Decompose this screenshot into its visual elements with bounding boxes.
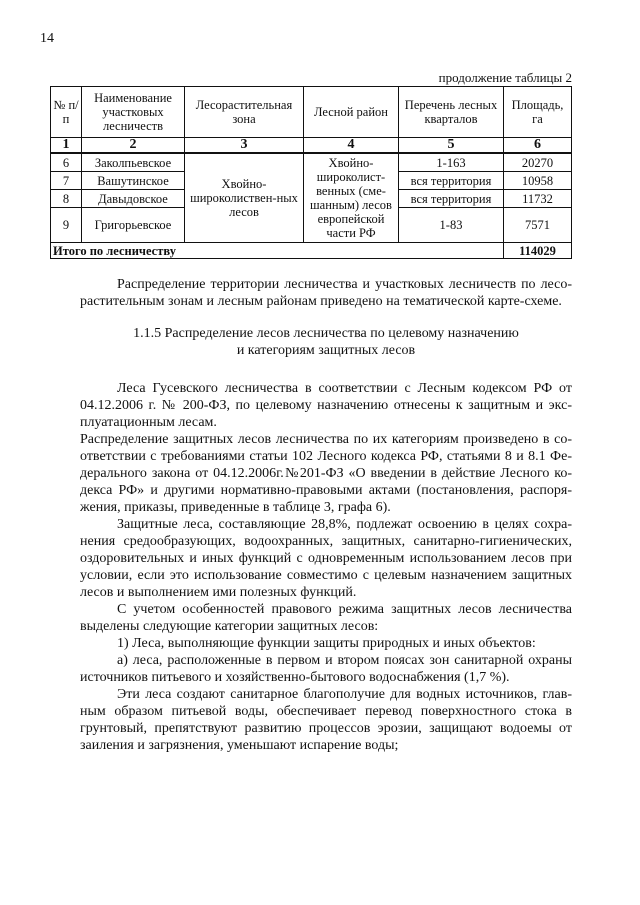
total-label: Итого по лесничеству (51, 243, 504, 259)
text-line: декса РФ» и другими нормативно-правовыми актами (постановления, распоря- (80, 483, 572, 498)
zone-cell: Хвойно-широколиствен-ных лесов (185, 153, 304, 243)
text-line: условии, если это использование совместимо с целевым назначением защитных (80, 568, 572, 583)
col-header-area: Площадь, га (504, 87, 572, 138)
text-line: Эти леса создают санитарное благополучие для водных источников, глав- (117, 687, 572, 702)
row-name: Григорьевское (82, 208, 185, 243)
col-header-num: № п/п (51, 87, 82, 138)
text-line: дерального закона от 04.12.2006г.№201-ФЗ «О введении в действие Лесного ко- (80, 466, 572, 481)
heading-line: и категориям защитных лесов (236, 343, 416, 358)
table-header-row (51, 87, 572, 138)
col-number: 1 (51, 138, 82, 154)
row-quarters: 1-163 (399, 153, 504, 172)
text-line: С учетом особенностей правового режима защитных лесов лесничества (117, 602, 572, 617)
text-line: ответствии с требованиями статьи 102 Лесного кодекса РФ, статьями 8 и 8.1 Фе- (80, 449, 572, 464)
row-area: 7571 (504, 208, 572, 243)
row-name: Заколпьевское (82, 153, 185, 172)
forest-districts-table (50, 86, 572, 259)
column-number-row (51, 138, 572, 154)
section-heading (80, 325, 572, 359)
table-continuation-label: продолжение таблицы 2 (438, 70, 572, 85)
row-area: 20270 (504, 153, 572, 172)
text-line: а) леса, расположенные в первом и втором поясах зон санитарной охраны (117, 653, 572, 668)
text-line: 1) Леса, выполняющие функции защиты природных и иных объектов: (117, 636, 536, 651)
row-area: 10958 (504, 172, 572, 190)
row-quarters: 1-83 (399, 208, 504, 243)
col-header-district: Лесной район (304, 87, 399, 138)
row-quarters: вся территория (399, 190, 504, 208)
text-line: Защитные леса, составляющие 28,8%, подлежат освоению в целях сохра- (117, 517, 572, 532)
text-line: грунтовый, препятствуют развитию процессов эрозии, защищают водоемы от (80, 721, 572, 736)
district-cell: Хвойно-широколист-венных (сме-шанным) лесов европейской части РФ (304, 153, 399, 243)
text-line: ным образом питьевой воды, обеспечивает перевод поверхностного стока в (80, 704, 572, 719)
text-line: Леса Гусевского лесничества в соответствии с Лесным кодексом РФ от (117, 381, 572, 396)
row-num: 8 (51, 190, 82, 208)
text-line: Распределение защитных лесов лесничества по их категориям произведено в со- (80, 432, 572, 447)
text-line: Распределение территории лесничества и участковых лесничеств по лесо- (117, 277, 572, 292)
col-header-zone: Лесорастительная зона (185, 87, 304, 138)
text-line: 04.12.2006 г. № 200-ФЗ, по целевому назначению отнесены к защитным и экс- (80, 398, 572, 413)
col-header-quarters: Перечень лесных кварталов (399, 87, 504, 138)
row-area: 11732 (504, 190, 572, 208)
total-value: 114029 (504, 243, 572, 259)
heading-line: 1.1.5 Распределение лесов лесничества по целевому назначению (133, 326, 519, 341)
row-num: 7 (51, 172, 82, 190)
text-line: жения, приказы, приведенные в таблице 3, графа 6). (80, 500, 391, 515)
row-num: 6 (51, 153, 82, 172)
text-line: растительным зонам и лесным районам приведено на тематической карте-схеме. (80, 294, 562, 309)
text-line: оздоровительных и иных функций с одновременным использованием лесов при (80, 551, 572, 566)
row-name: Вашутинское (82, 172, 185, 190)
paragraph-map (80, 276, 572, 310)
page-number: 14 (40, 31, 54, 46)
text-line: заиления и загрязнения, уменьшают испарение воды; (80, 738, 399, 753)
col-header-name: Наименование участковых лесничеств (82, 87, 185, 138)
col-number: 3 (185, 138, 304, 154)
table-row (51, 153, 572, 172)
text-line: плуатационным лесам. (80, 415, 217, 430)
text-line: выделены следующие категории защитных лесов: (80, 619, 379, 634)
body-text (80, 380, 572, 754)
row-name: Давыдовское (82, 190, 185, 208)
row-quarters: вся территория (399, 172, 504, 190)
col-number: 2 (82, 138, 185, 154)
text-line: лесов и выполнением ими полезных функций. (80, 585, 357, 600)
col-number: 5 (399, 138, 504, 154)
text-line: нения средообразующих, водоохранных, защитных, санитарно-гигиенических, (80, 534, 572, 549)
col-number: 4 (304, 138, 399, 154)
col-number: 6 (504, 138, 572, 154)
total-row (51, 243, 572, 259)
text-line: источников питьевого и хозяйственно-бытового водоснабжения (1,7 %). (80, 670, 510, 685)
row-num: 9 (51, 208, 82, 243)
